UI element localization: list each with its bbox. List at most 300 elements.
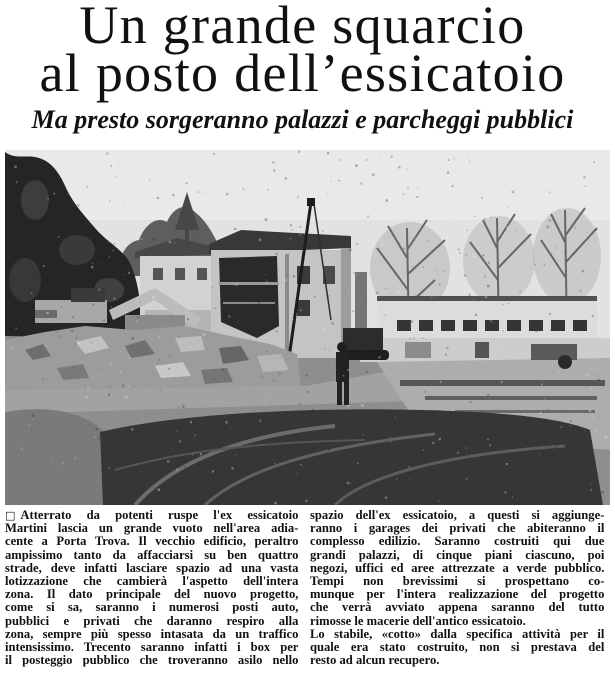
photo-grain-speck (61, 306, 62, 307)
photo-grain-speck (285, 177, 288, 180)
photo-grain-speck (539, 454, 540, 455)
photo-grain-speck (299, 403, 301, 405)
photo-grain-speck (116, 177, 117, 178)
photo-grain-speck (272, 490, 274, 492)
photo-grain-speck (469, 401, 471, 403)
photo-grain-speck (340, 344, 342, 346)
photo-grain-speck (74, 457, 76, 459)
photo-grain-speck (364, 297, 366, 299)
photo-grain-speck (565, 251, 567, 253)
photo-grain-speck (300, 464, 301, 465)
photo-grain-speck (582, 270, 585, 273)
photo-grain-speck (550, 329, 551, 330)
body-line-text: complesso edilizio. Saranno costruiti qui due (310, 534, 605, 549)
photo-grain-speck (27, 426, 28, 427)
photo-grain-speck (31, 292, 33, 294)
photo-grain-speck (228, 316, 230, 318)
photo-grain-speck (491, 321, 493, 323)
photo-grain-speck (328, 295, 330, 297)
photo-grain-speck (305, 500, 307, 502)
photo-grain-speck (356, 243, 358, 245)
person-torso (336, 352, 349, 382)
photo-grain-speck (589, 483, 591, 485)
photo-grain-speck (231, 467, 233, 469)
photo-grain-speck (212, 470, 214, 472)
photo-grain-speck (501, 347, 504, 350)
left-trees-foliage (59, 235, 95, 265)
photo-grain-speck (158, 489, 161, 492)
photo-grain-speck (280, 457, 283, 460)
industrial-door (405, 342, 431, 358)
photo-grain-speck (334, 231, 335, 232)
photo-grain-speck (117, 161, 120, 164)
photo-grain-speck (123, 202, 125, 204)
photo-grain-speck (187, 318, 189, 320)
photo-grain-speck (389, 436, 391, 438)
photo-grain-speck (369, 274, 371, 276)
photo-grain-speck (474, 216, 475, 217)
photo-grain-speck (541, 384, 543, 386)
photo-grain-speck (552, 365, 553, 366)
photo-grain-speck (215, 308, 217, 310)
photo-grain-speck (508, 303, 509, 304)
photo-grain-speck (170, 315, 172, 317)
body-line-text: pubblici e privati che daranno respiro alla (5, 613, 299, 628)
photo-grain-speck (475, 314, 477, 316)
body-column-left (5, 509, 299, 668)
photo-grain-speck (466, 447, 467, 448)
photo-grain-speck (75, 342, 77, 344)
left-trees-foliage (21, 180, 49, 220)
photo-grain-speck (69, 250, 71, 252)
photo-grain-speck (549, 313, 551, 315)
photo-grain-speck (117, 189, 118, 190)
photo-grain-speck (85, 396, 87, 398)
body-line-text: munque per l'intera realizzazione del progetto (310, 587, 605, 602)
photo-grain-speck (375, 397, 376, 398)
photo-grain-speck (385, 314, 387, 316)
photo-grain-speck (171, 448, 172, 449)
body-line-text: lotizzazione che cambierà l'aspetto dell'intera (5, 573, 299, 588)
photo-grain-speck (50, 425, 52, 427)
photo-grain-speck (493, 304, 495, 306)
photo-grain-speck (225, 421, 228, 424)
photo-grain-speck (72, 163, 73, 164)
industrial-window (573, 320, 587, 331)
photo-grain-speck (16, 181, 18, 183)
photo-grain-speck (31, 429, 32, 430)
photo-grain-speck (178, 335, 180, 337)
photo-grain-speck (241, 386, 242, 387)
photo-grain-speck (322, 463, 323, 464)
photo-grain-speck (391, 156, 393, 158)
photo-grain-speck (382, 243, 384, 245)
photo-grain-speck (77, 204, 80, 207)
photo-grain-speck (415, 388, 416, 389)
photo-grain-speck (386, 288, 387, 289)
photo-grain-speck (177, 406, 179, 408)
photo-grain-speck (252, 473, 254, 475)
photo-grain-speck (477, 163, 479, 165)
photo-grain-speck (439, 284, 441, 286)
photo-grain-speck (457, 452, 459, 454)
photo-grain-speck (376, 292, 378, 294)
building-floor-slab (223, 302, 275, 304)
photo-grain-speck (70, 182, 71, 183)
photo-grain-speck (306, 375, 308, 377)
photo-grain-speck (243, 188, 245, 190)
debris-strip (425, 396, 597, 400)
photo-grain-speck (567, 267, 568, 268)
photo-grain-speck (287, 359, 288, 360)
photo-grain-speck (260, 375, 262, 377)
photo-grain-speck (431, 296, 432, 297)
photo-grain-speck (362, 434, 364, 436)
photo-grain-speck (157, 197, 159, 199)
photo-grain-speck (266, 281, 268, 283)
photo-grain-speck (322, 230, 323, 231)
photo-grain-speck (109, 363, 112, 366)
body-line-text: ranno i garages dei privati che abiteranno il (310, 521, 605, 536)
photo-grain-speck (63, 463, 65, 465)
photo-grain-speck (83, 361, 84, 362)
photo-grain-speck (169, 355, 171, 357)
photo-grain-speck (554, 413, 555, 414)
photo-grain-speck (592, 417, 594, 419)
photo-grain-speck (355, 164, 358, 167)
photo-grain-speck (176, 469, 178, 471)
headline-line-2-text: al posto dell’essicatoio (39, 43, 566, 103)
photo-grain-speck (459, 252, 461, 254)
body-line-text: zona. Il dato principale del nuovo progetto, (5, 587, 299, 602)
left-building-window (175, 268, 185, 280)
body-line (5, 654, 299, 667)
photo-grain-speck (106, 153, 108, 155)
photo-grain-speck (195, 246, 197, 248)
photo-grain-speck (226, 193, 228, 195)
photo-grain-speck (317, 442, 319, 444)
photo-grain-speck (601, 491, 604, 494)
photo-grain-speck (194, 435, 195, 436)
person-head (337, 342, 347, 352)
photo-grain-speck (228, 257, 230, 259)
photo-grain-speck (171, 492, 173, 494)
left-building-window (197, 268, 207, 280)
photo-grain-speck (275, 463, 276, 464)
photo-grain-speck (92, 303, 94, 305)
photo-grain-speck (382, 489, 383, 490)
photo-grain-speck (417, 419, 419, 421)
photo-grain-speck (139, 302, 140, 303)
photo-grain-speck (233, 417, 234, 418)
photo-grain-speck (532, 306, 533, 307)
photo-grain-speck (388, 399, 390, 401)
photo-grain-speck (503, 457, 504, 458)
photo-grain-speck (502, 330, 503, 331)
photo-grain-speck (458, 249, 460, 251)
photo-grain-speck (386, 199, 388, 201)
photo-grain-speck (131, 484, 133, 486)
photo-grain-speck (158, 359, 160, 361)
building-pillar (285, 254, 289, 354)
photo-grain-speck (586, 322, 588, 324)
body-line-text: resto ad alcun recupero. (310, 653, 440, 668)
photo-grain-speck (428, 265, 430, 267)
photo-grain-speck (185, 424, 186, 425)
photo-grain-speck (413, 306, 415, 308)
photo-grain-speck (164, 290, 166, 292)
photo-grain-speck (203, 192, 205, 194)
photo-grain-speck (356, 281, 358, 283)
body-line-text: grandi palazzi, di cinque piani ciascuno, poi (310, 547, 605, 562)
photo-grain-speck (235, 454, 236, 455)
photo-grain-speck (385, 242, 388, 245)
building-floor-slab (219, 282, 279, 285)
photo-grain-speck (485, 296, 488, 299)
photo-grain-speck (512, 191, 514, 194)
photo-grain-speck (234, 228, 236, 230)
photo-grain-speck (272, 161, 275, 164)
photo-grain-speck (555, 446, 557, 448)
photo-grain-speck (409, 478, 411, 480)
photo-grain-speck (312, 409, 314, 411)
photo-grain-speck (240, 456, 241, 457)
photo-grain-speck (435, 270, 436, 271)
photo-grain-speck (350, 395, 351, 396)
photo-grain-speck (26, 474, 27, 475)
photo-grain-speck (108, 243, 109, 244)
photo-grain-speck (82, 387, 83, 388)
body-line-text: negozi, uffici ed aree attrezzate a verde pubblico. (310, 560, 605, 575)
industrial-window (551, 320, 565, 331)
photo-grain-speck (67, 496, 69, 498)
photo-grain-speck (473, 299, 474, 300)
photo-grain-speck (513, 409, 514, 410)
photo-grain-speck (453, 158, 455, 160)
bottom-left-ground (5, 409, 107, 505)
photo-grain-speck (398, 166, 400, 168)
vehicle-wheel (558, 355, 572, 369)
photo-grain-speck (469, 161, 470, 162)
photo-grain-speck (347, 405, 349, 407)
photo-grain-speck (548, 179, 550, 181)
photo-grain-speck (91, 262, 93, 264)
photo-grain-speck (190, 421, 192, 423)
photo-grain-speck (431, 249, 434, 252)
photo-grain-speck (60, 451, 62, 453)
photo-grain-speck (307, 391, 309, 393)
photo-grain-speck (77, 445, 78, 446)
photo-grain-speck (584, 194, 586, 196)
photo-grain-speck (424, 391, 425, 392)
photo-grain-speck (577, 323, 579, 325)
photo-grain-speck (589, 409, 592, 412)
photo-grain-speck (348, 293, 350, 295)
photo-grain-speck (343, 375, 345, 377)
photo-grain-speck (198, 191, 200, 193)
photo-grain-speck (56, 281, 57, 282)
photo-grain-speck (408, 179, 410, 181)
photo-grain-speck (574, 227, 576, 229)
photo-grain-speck (593, 161, 595, 163)
photo-grain-speck (557, 252, 560, 255)
photo-grain-speck (461, 457, 463, 459)
photo-grain-speck (72, 367, 74, 369)
photo-grain-speck (91, 266, 93, 268)
photo-grain-speck (212, 287, 214, 289)
photo-grain-speck (445, 354, 447, 356)
photo-grain-speck (556, 246, 557, 247)
photo-grain-speck (56, 331, 57, 332)
photo-grain-speck (568, 450, 570, 452)
photo-grain-speck (267, 189, 268, 190)
photo-grain-speck (362, 454, 364, 456)
photo-grain-speck (561, 426, 563, 428)
photo-grain-speck (547, 409, 549, 411)
headline-line-1-text: Un grande squarcio (79, 0, 526, 55)
photo-grain-speck (296, 242, 297, 243)
body-line-text: Tempi non brevissimi si prospettano co- (310, 573, 605, 588)
photo-grain-speck (132, 337, 135, 340)
photo-grain-speck (28, 425, 29, 426)
photo-grain-speck (500, 276, 501, 277)
photo-grain-speck (602, 183, 603, 184)
photo-grain-speck (423, 266, 425, 268)
photo-grain-speck (153, 272, 155, 274)
photo-grain-speck (447, 171, 449, 173)
photo-grain-speck (413, 429, 415, 431)
photo-grain-speck (598, 379, 600, 381)
photo-grain-speck (9, 283, 11, 285)
photo-grain-speck (507, 207, 508, 208)
photo-grain-speck (241, 208, 243, 210)
photo-grain-speck (260, 301, 261, 302)
photo-grain-speck (390, 440, 393, 443)
photo-grain-speck (128, 385, 130, 387)
photo-grain-speck (174, 242, 175, 243)
photo-grain-speck (366, 371, 368, 373)
photo-grain-speck (204, 199, 206, 201)
photo-grain-speck (590, 489, 592, 491)
photo-grain-speck (580, 290, 582, 292)
photo-grain-speck (109, 386, 111, 388)
photo-grain-speck (416, 238, 417, 239)
photo-grain-speck (553, 371, 554, 372)
photo-grain-speck (42, 378, 44, 380)
photo-grain-speck (331, 181, 332, 182)
photo-grain-speck (172, 242, 173, 243)
photo-grain-speck (136, 320, 137, 321)
photo-grain-speck (407, 169, 408, 170)
photo-grain-speck (95, 437, 96, 438)
photo-grain-speck (359, 297, 360, 298)
photo-grain-speck (362, 490, 364, 492)
photo-grain-speck (549, 219, 552, 222)
photo-grain-speck (14, 166, 16, 168)
photo-grain-speck (114, 243, 116, 245)
photo-grain-speck (353, 272, 355, 274)
photo-grain-speck (328, 161, 330, 163)
photo-grain-speck (439, 438, 441, 440)
photo-grain-speck (268, 458, 270, 460)
photo-grain-speck (297, 196, 299, 198)
photo-grain-speck (409, 338, 411, 340)
photo-grain-speck (287, 275, 288, 276)
person-leg (344, 381, 349, 405)
left-building-window (153, 268, 163, 280)
photo-grain-speck (103, 319, 105, 321)
photo-grain-speck (222, 368, 225, 371)
body-line-text: Lo stabile, «cotto» dalla specifica attività per il (310, 626, 605, 641)
photo-grain-speck (541, 366, 542, 367)
photo-grain-speck (595, 229, 597, 231)
photo-grain-speck (298, 151, 300, 153)
photo-grain-speck (549, 192, 550, 193)
photo-grain-speck (131, 428, 133, 430)
photo-grain-speck (182, 405, 184, 407)
photo-grain-speck (328, 449, 330, 451)
photo-grain-speck (482, 254, 484, 256)
photo-grain-speck (277, 413, 279, 415)
excavator-left-panel (35, 310, 57, 318)
photo-grain-speck (192, 454, 193, 455)
photo-grain-speck (293, 319, 294, 320)
photo-grain-speck (46, 312, 48, 314)
photo-grain-speck (300, 226, 302, 228)
photo-grain-speck (75, 337, 77, 339)
photo-grain-speck (407, 187, 408, 188)
photo-grain-speck (15, 328, 17, 330)
photo-grain-speck (485, 432, 486, 433)
photo-grain-speck (200, 453, 202, 455)
photo-grain-speck (378, 356, 381, 359)
photo-grain-speck (569, 429, 572, 432)
photo-grain-speck (446, 347, 449, 350)
photo-grain-speck (291, 254, 293, 256)
photo-grain-speck (180, 413, 182, 415)
photo-grain-speck (361, 260, 364, 263)
photo-grain-speck (89, 446, 91, 448)
photo-grain-speck (502, 304, 503, 305)
photo-grain-speck (567, 254, 570, 257)
photo-grain-speck (96, 428, 98, 430)
photo-grain-speck (361, 404, 364, 407)
industrial-window (397, 320, 411, 331)
photo-grain-speck (540, 412, 542, 414)
photo-grain-speck (258, 301, 260, 303)
photo-grain-speck (520, 325, 522, 327)
photo-grain-speck (587, 232, 588, 233)
demolition-photo (5, 150, 610, 505)
photo-grain-speck (552, 422, 554, 424)
photo-grain-speck (184, 466, 186, 468)
photo-grain-speck (585, 186, 586, 187)
photo-grain-speck (570, 420, 572, 422)
photo-grain-speck (140, 471, 142, 473)
photo-grain-speck (327, 193, 328, 194)
photo-grain-speck (414, 171, 416, 173)
photo-grain-speck (169, 241, 172, 244)
photo-grain-speck (42, 416, 43, 417)
photo-grain-speck (194, 237, 196, 239)
photo-grain-speck (597, 375, 599, 377)
body-line-text: come si sa, saranno i numerosi posti auto, (5, 600, 299, 615)
body-line-text: il posteggio pubblico che troveranno asilo nello (5, 653, 299, 668)
photo-grain-speck (283, 175, 285, 177)
photo-grain-speck (179, 440, 181, 442)
photo-grain-speck (203, 333, 205, 335)
photo-grain-speck (432, 230, 433, 231)
